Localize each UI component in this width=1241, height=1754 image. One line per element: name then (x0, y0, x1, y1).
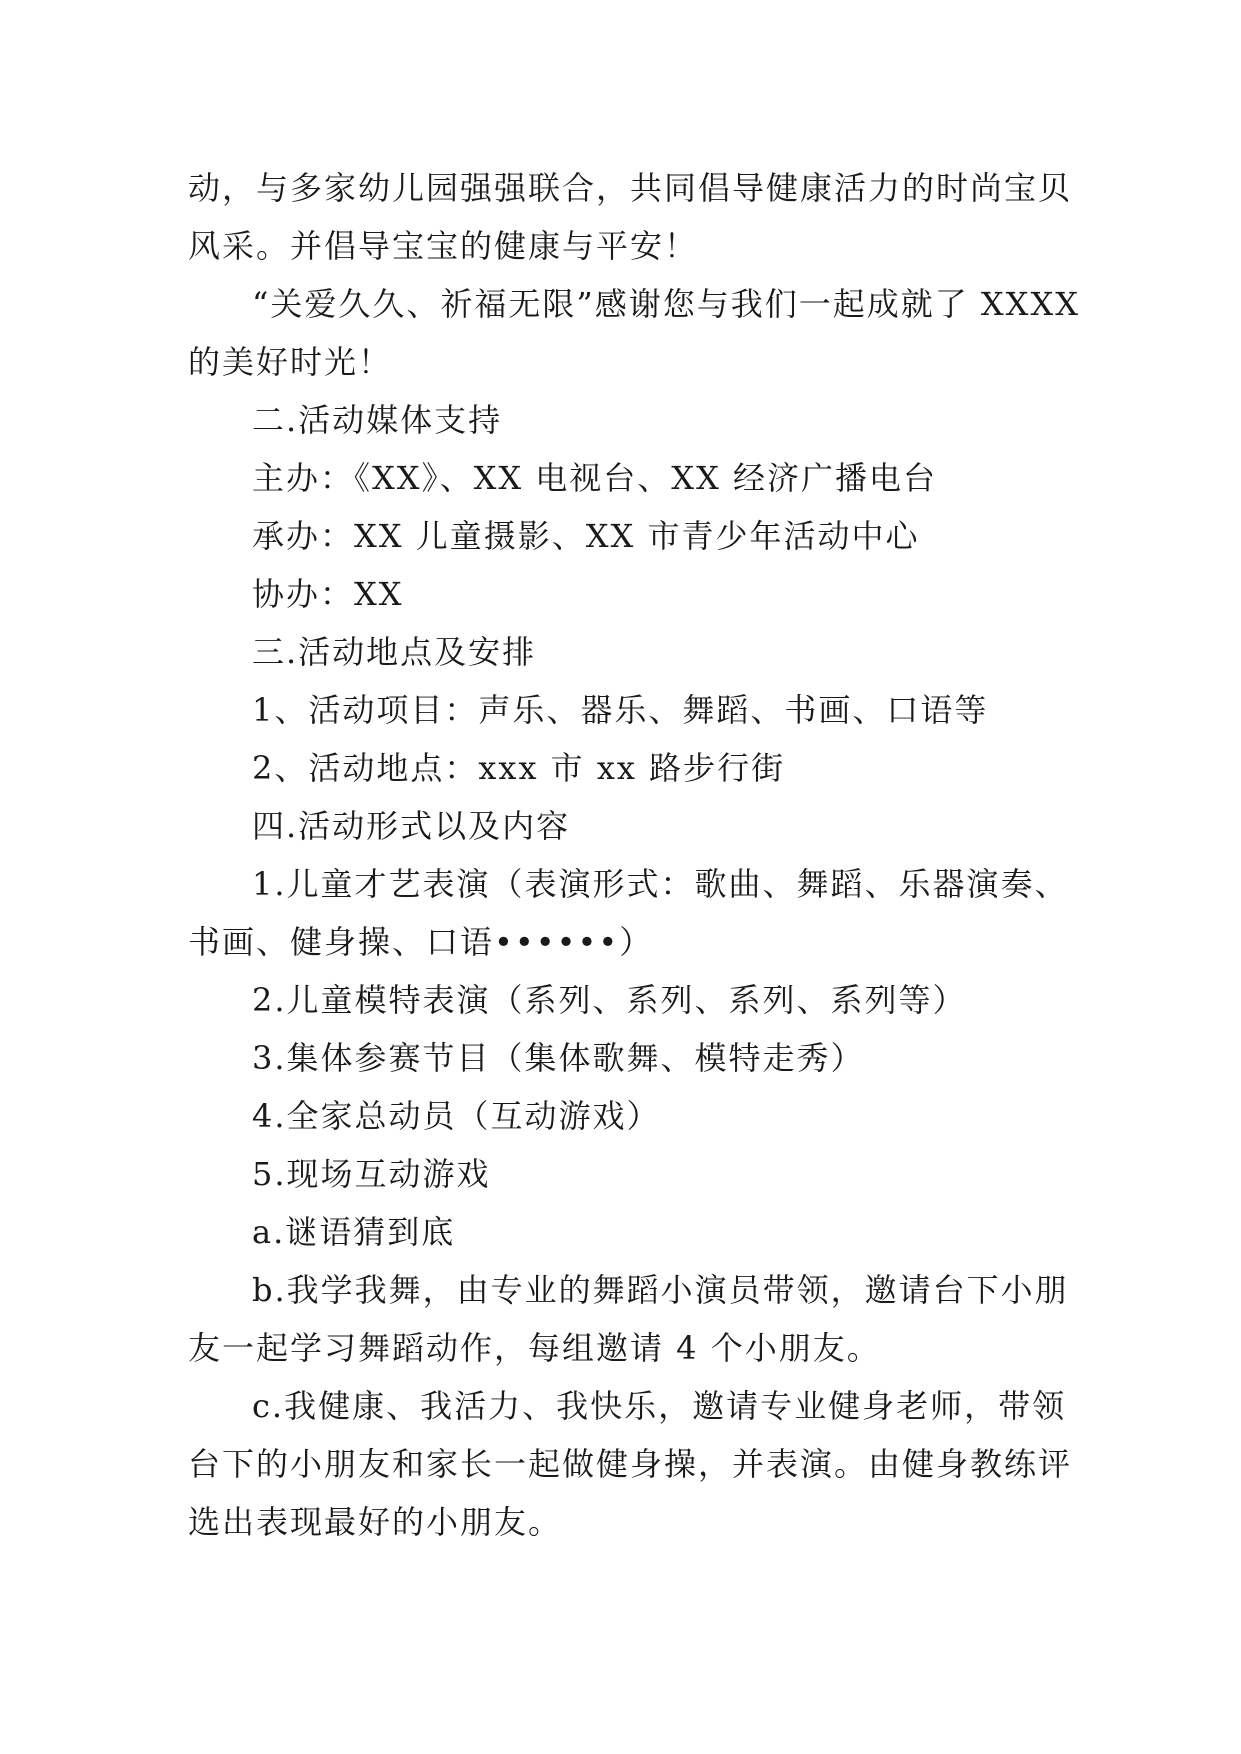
text-line: a.谜语猜到底 (252, 1213, 456, 1251)
text-line: 书画、健身操、口语••••••） (188, 923, 654, 961)
text-line: c.我健康、我活力、我快乐，邀请专业健身老师，带领 (252, 1387, 1067, 1425)
text-line: 3.集体参赛节目（集体歌舞、模特走秀） (252, 1039, 865, 1077)
text-line: b.我学我舞，由专业的舞蹈小演员带领，邀请台下小朋 (252, 1271, 1069, 1309)
text-line: 台下的小朋友和家长一起做健身操，并表演。由健身教练评 (188, 1445, 1073, 1483)
text-line: 4.全家总动员（互动游戏） (252, 1097, 661, 1135)
text-line: 主办：《XX》、XX 电视台、XX 经济广播电台 (252, 459, 938, 497)
text-line: 四.活动形式以及内容 (252, 807, 571, 845)
text-line: 动，与多家幼儿园强强联合，共同倡导健康活力的时尚宝贝 (188, 169, 1073, 207)
text-line: 的美好时光！ (188, 343, 393, 381)
text-line: 5.现场互动游戏 (252, 1155, 491, 1193)
text-line: 1.儿童才艺表演（表演形式：歌曲、舞蹈、乐器演奏、 (252, 865, 1069, 903)
text-line: 选出表现最好的小朋友。 (188, 1503, 563, 1541)
text-line: 1、活动项目：声乐、器乐、舞蹈、书画、口语等 (252, 691, 989, 729)
text-line: 协办：XX (252, 575, 404, 613)
text-line: 三.活动地点及安排 (252, 633, 537, 671)
document-body (188, 159, 1081, 1551)
text-line: 承办：XX 儿童摄影、XX 市青少年活动中心 (252, 517, 920, 555)
text-line: “关爱久久、祈福无限”感谢您与我们一起成就了 XXXX (252, 285, 1081, 323)
text-line: 2、活动地点：xxx 市 xx 路步行街 (252, 749, 786, 787)
text-line: 友一起学习舞蹈动作，每组邀请 4 个小朋友。 (188, 1329, 881, 1367)
text-line: 二.活动媒体支持 (252, 401, 503, 439)
text-line: 2.儿童模特表演（系列、系列、系列、系列等） (252, 981, 967, 1019)
text-line: 风采。并倡导宝宝的健康与平安！ (188, 227, 699, 265)
